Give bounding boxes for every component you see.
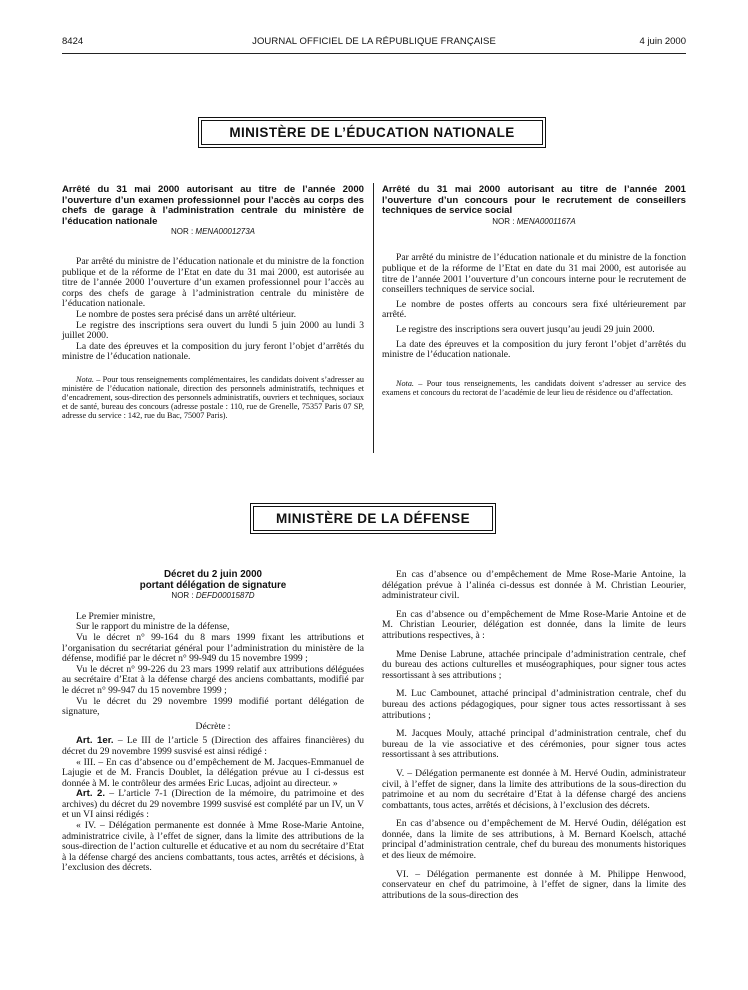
paragraph: Sur le rapport du ministre de la défense, bbox=[76, 621, 230, 633]
arrete-title: Arrêté du 31 mai 2000 autorisant au titre de l’année 2001 l’ouverture d’un concours pour le recrutement de conseillers techniques de service social bbox=[382, 184, 686, 217]
paragraph: Vu le décret du 29 novembre 1999 modifié portant délégation de signature, bbox=[62, 695, 364, 718]
paragraph: Par arrêté du ministre de l’éducation nationale et du ministre de la fonction publique et de la réforme de l’Etat en date du 31 mai 2000, est autorisée au titre de l’année 2000 l’ouverture d’un examen professionnel pour l’accès au corps des chefs de garage à l’administration centrale du ministère de l’éducation nationale. bbox=[62, 255, 364, 310]
nor-code: DEFD0001587D bbox=[195, 591, 255, 601]
decrete: Décrète : bbox=[195, 720, 231, 732]
ministry-heading-text: MINISTÈRE DE L’ÉDUCATION NATIONALE bbox=[201, 120, 543, 145]
ministry-heading-text: MINISTÈRE DE LA DÉFENSE bbox=[253, 506, 493, 531]
arrete-conseillers-techniques bbox=[382, 185, 686, 397]
paragraph: Mme Denise Labrune, attachée principale d’administration centrale, chef du bureau des actions culturelles et muséographiques, pour signer tous actes ressortissant à ses attributions ; bbox=[382, 648, 686, 681]
nor-reference: NOR : DEFD0001587D bbox=[171, 591, 255, 601]
nota: Nota. – Pour tous renseignements complémentaires, les candidats doivent s’adresser au ministère de l’éducation nationale, direction des personnels administratifs, techniques et d’encadrement, sous-direction des personnels administratifs, ouvriers et techniques, sociaux et de santé, bureau des concours (adresse postale : 110, rue de Grenelle, 75357 Paris 07 SP, adresse du service : 142, rue du Bac, 75007 Paris). bbox=[62, 374, 364, 420]
ministry-heading-defense bbox=[250, 503, 496, 534]
nor-reference: NOR : MENA0001273A bbox=[170, 227, 256, 237]
paragraph: Le Premier ministre, bbox=[76, 610, 156, 622]
article-2-quote: « IV. – Délégation permanente est donnée à Mme Rose-Marie Antoine, administratrice civile, à l’effet de signer, dans la limite des attributions de la sous-direction de l’action culturelle et éducative et au nom du secrétaire d’Etat à la défense chargé des anciens combattants, tous actes, arrêtés et décisions, à l’exclusion des décrets. bbox=[62, 820, 364, 874]
paragraph: La date des épreuves et la composition du jury feront l’objet d’arrêtés du ministre de l’éducation nationale. bbox=[62, 340, 364, 363]
paragraph: La date des épreuves et la composition du jury feront l’objet d’arrêtés du ministre de l’éducation nationale. bbox=[382, 338, 686, 361]
paragraph: Par arrêté du ministre de l’éducation nationale et du ministre de la fonction publique et de la réforme de l’Etat en date du 31 mai 2000, est autorisée au titre de l’année 2001 l’ouverture d’un concours interne pour le recrutement de conseillers techniques de service social. bbox=[382, 252, 686, 296]
paragraph: Le nombre de postes offerts au concours sera fixé ultérieurement par arrêté. bbox=[382, 298, 686, 321]
arrete-title: Arrêté du 31 mai 2000 autorisant au titre de l’année 2000 l’ouverture d’un examen professionnel pour l’accès au corps des chefs de garage à l’administration centrale du ministère de l’éducation nationale bbox=[62, 184, 364, 227]
page-number: 8424 bbox=[62, 36, 84, 47]
article-label: Art. 1er. bbox=[76, 735, 114, 747]
nor-reference: NOR : MENA0001167A bbox=[492, 216, 576, 226]
nota: Nota. – Pour tous renseignements, les candidats doivent s’adresser au service des examens et concours du rectorat de l’académie de leur lieu de résidence ou d’affectation. bbox=[382, 378, 686, 397]
nota-label: Nota. bbox=[76, 374, 94, 384]
journal-title: JOURNAL OFFICIEL DE LA RÉPUBLIQUE FRANÇAISE bbox=[252, 36, 496, 47]
paragraph: Le nombre de postes sera précisé dans un arrêté ultérieur. bbox=[76, 308, 297, 320]
paragraph: M. Jacques Mouly, attaché principal d’administration centrale, chef du bureau de la vie associative et des cérémonies, pour signer tous actes ressortissant à ses attributions. bbox=[382, 728, 686, 761]
paragraph: En cas d’absence ou d’empêchement de Mme Rose-Marie Antoine, la délégation prévue à l’alinéa ci-dessus est donnée à M. Christian Leourier, administrateur civil. bbox=[382, 569, 686, 602]
paragraph: En cas d’absence ou d’empêchement de Mme Rose-Marie Antoine et de M. Christian Leourier, délégation est donnée, dans la limite de leurs attributions respectives, à : bbox=[382, 608, 686, 641]
nor-code: MENA0001273A bbox=[195, 227, 256, 237]
decret-delegation bbox=[62, 570, 364, 874]
paragraph: Vu le décret n° 99-226 du 23 mars 1999 relatif aux attributions déléguées au secrétaire d’Etat à la défense chargé des anciens combattants, modifié par le décret n° 99-947 du 15 novembre 1999 ; bbox=[62, 663, 364, 696]
page-header bbox=[62, 36, 686, 50]
decret-continuation bbox=[382, 570, 686, 909]
header-rule bbox=[62, 53, 686, 54]
paragraph: Vu le décret n° 99-164 du 8 mars 1999 fixant les attributions et l’organisation du secrétariat général pour l’administration du ministère de la défense, modifié par le décret n° 99-949 du 15 novembre 1999 ; bbox=[62, 631, 364, 665]
column-divider bbox=[373, 183, 374, 453]
article-label: Art. 2. bbox=[76, 788, 106, 800]
paragraph: VI. – Délégation permanente est donnée à M. Philippe Henwood, conservateur en chef du patrimoine, à l’effet de signer, dans la limite des attributions de la sous-direction des bbox=[382, 868, 686, 901]
arrete-chefs-de-garage bbox=[62, 185, 364, 420]
paragraph: En cas d’absence ou d’empêchement de M. Hervé Oudin, délégation est donnée, dans la limite de ses attributions, à M. Bernard Koelsch, attaché principal d’administration centrale, chef du bureau des monuments historiques et des lieux de mémoire. bbox=[382, 818, 686, 862]
nor-code: MENA0001167A bbox=[516, 216, 576, 226]
article-2: Art. 2. – L’article 7-1 (Direction de la mémoire, du patrimoine et des archives) du décret du 29 novembre 1999 susvisé est complété par un IV, un V et un VI ainsi rédigés : bbox=[62, 788, 364, 821]
nota-label: Nota. bbox=[396, 378, 414, 388]
issue-date: 4 juin 2000 bbox=[639, 36, 686, 47]
article-1-quote: « III. – En cas d’absence ou d’empêchement de M. Jacques-Emmanuel de Lajugie et de M. Francis Doublet, la délégation prévue au I ci-dessus est donnée à M. le contrôleur des armées Eric Lucas, adjoint au directeur. » bbox=[62, 756, 364, 789]
decret-title: Décret du 2 juin 2000 bbox=[163, 569, 262, 580]
decret-subtitle: portant délégation de signature bbox=[139, 579, 287, 591]
article-1: Art. 1er. – Le III de l’article 5 (Direction des affaires financières) du décret du 29 novembre 1999 susvisé est ainsi rédigé : bbox=[62, 735, 364, 757]
paragraph: Le registre des inscriptions sera ouvert jusqu’au jeudi 29 juin 2000. bbox=[396, 323, 655, 335]
paragraph: V. – Délégation permanente est donnée à M. Hervé Oudin, administrateur civil, à l’effet de signer, dans la limite des attributions de la sous-direction du patrimoine et au nom du secrétaire d’Etat à la défense chargé des anciens combattants, tous actes, arrêtés et décisions, à l’exclusion des décrets. bbox=[382, 767, 686, 811]
ministry-heading-education bbox=[198, 117, 546, 148]
paragraph: M. Luc Cambounet, attaché principal d’administration centrale, chef du bureau des actions pédagogiques, pour signer tous actes ressortissant à ses attributions ; bbox=[382, 688, 686, 721]
paragraph: Le registre des inscriptions sera ouvert du lundi 5 juin 2000 au lundi 3 juillet 2000. bbox=[62, 319, 364, 342]
